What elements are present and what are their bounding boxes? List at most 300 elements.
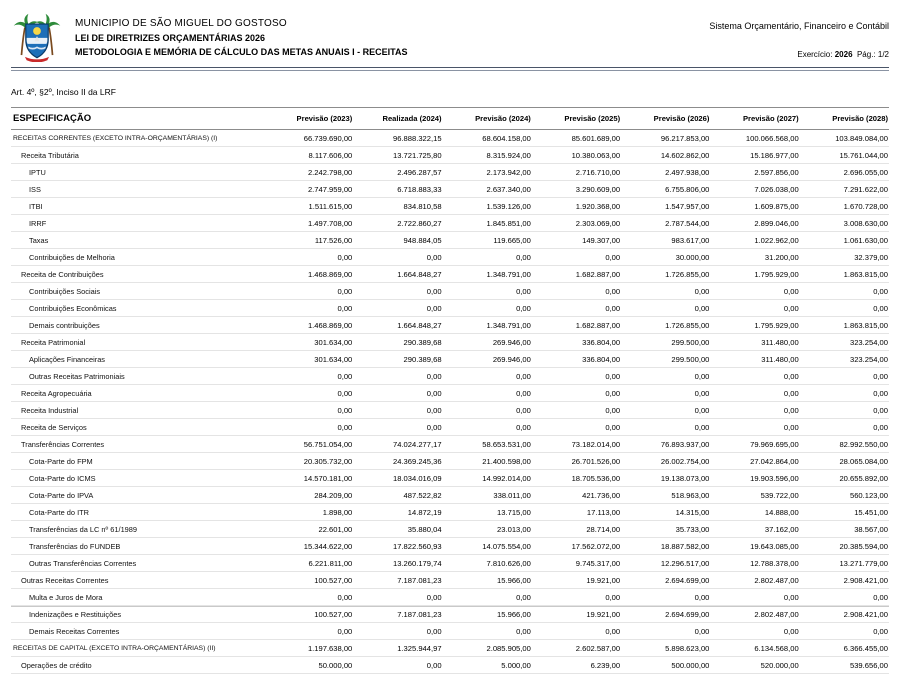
value-cell: 35.880,04 [353, 521, 442, 538]
column-header: Previsão (2028) [800, 108, 889, 130]
spec-cell: Indenizações e Restituições [11, 606, 264, 623]
value-cell: 23.013,00 [443, 521, 532, 538]
value-cell: 0,00 [710, 589, 799, 606]
value-cell: 520.000,00 [710, 657, 799, 674]
value-cell: 18.034.016,09 [353, 470, 442, 487]
header-right [709, 12, 889, 59]
spec-cell: IRRF [11, 215, 264, 232]
spec-cell: IPTU [11, 164, 264, 181]
value-cell: 13.715,00 [443, 504, 532, 521]
value-cell: 10.380.063,00 [532, 147, 621, 164]
value-cell: 487.522,82 [353, 487, 442, 504]
table-row [11, 232, 889, 249]
value-cell: 0,00 [710, 402, 799, 419]
value-cell: 6.134.568,00 [710, 640, 799, 657]
value-cell: 100.527,00 [264, 572, 353, 589]
value-cell: 0,00 [353, 300, 442, 317]
table-row [11, 317, 889, 334]
value-cell: 1.348.791,00 [443, 266, 532, 283]
value-cell: 290.389,68 [353, 334, 442, 351]
value-cell: 0,00 [532, 419, 621, 436]
value-cell: 0,00 [264, 419, 353, 436]
table-row [11, 147, 889, 164]
value-cell: 311.480,00 [710, 334, 799, 351]
value-cell: 19.921,00 [532, 572, 621, 589]
value-cell: 18.705.536,00 [532, 470, 621, 487]
value-cell: 2.787.544,00 [621, 215, 710, 232]
value-cell: 15.344.622,00 [264, 538, 353, 555]
value-cell: 1.863.815,00 [800, 266, 889, 283]
value-cell: 1.061.630,00 [800, 232, 889, 249]
value-cell: 17.113,00 [532, 504, 621, 521]
value-cell: 119.665,00 [443, 232, 532, 249]
value-cell: 15.186.977,00 [710, 147, 799, 164]
value-cell: 2.696.055,00 [800, 164, 889, 181]
value-cell: 96.217.853,00 [621, 130, 710, 147]
column-header: Previsão (2023) [264, 108, 353, 130]
value-cell: 26.701.526,00 [532, 453, 621, 470]
value-cell: 0,00 [264, 300, 353, 317]
header-divider [11, 67, 889, 71]
value-cell: 12.788.378,00 [710, 555, 799, 572]
value-cell: 2.303.069,00 [532, 215, 621, 232]
value-cell: 518.963,00 [621, 487, 710, 504]
value-cell: 0,00 [443, 368, 532, 385]
table-row [11, 351, 889, 368]
value-cell: 2.747.959,00 [264, 181, 353, 198]
value-cell: 0,00 [264, 249, 353, 266]
value-cell: 1.682.887,00 [532, 266, 621, 283]
value-cell: 1.898,00 [264, 504, 353, 521]
table-row [11, 368, 889, 385]
spec-cell: Cota-Parte do ITR [11, 504, 264, 521]
value-cell: 66.739.690,00 [264, 130, 353, 147]
value-cell: 19.903.596,00 [710, 470, 799, 487]
value-cell: 0,00 [532, 623, 621, 640]
value-cell: 0,00 [621, 283, 710, 300]
value-cell: 20.655.892,00 [800, 470, 889, 487]
value-cell: 14.075.554,00 [443, 538, 532, 555]
value-cell: 0,00 [443, 589, 532, 606]
table-row [11, 606, 889, 623]
exercise-page-line [709, 50, 889, 59]
table-row [11, 283, 889, 300]
header-left [11, 12, 408, 62]
value-cell: 560.123,00 [800, 487, 889, 504]
value-cell: 0,00 [621, 402, 710, 419]
value-cell: 539.722,00 [710, 487, 799, 504]
value-cell: 2.085.905,00 [443, 640, 532, 657]
spec-cell: Demais contribuições [11, 317, 264, 334]
value-cell: 22.601,00 [264, 521, 353, 538]
value-cell: 1.197.638,00 [264, 640, 353, 657]
value-cell: 1.539.126,00 [443, 198, 532, 215]
value-cell: 0,00 [264, 623, 353, 640]
table-row [11, 300, 889, 317]
spec-cell: Receita Industrial [11, 402, 264, 419]
value-cell: 0,00 [532, 300, 621, 317]
value-cell: 301.634,00 [264, 351, 353, 368]
value-cell: 32.379,00 [800, 249, 889, 266]
value-cell: 983.617,00 [621, 232, 710, 249]
value-cell: 0,00 [800, 300, 889, 317]
spec-cell: RECEITAS DE CAPITAL (EXCETO INTRA-ORÇAMENTÁRIAS) (II) [11, 640, 264, 657]
value-cell: 1.670.728,00 [800, 198, 889, 215]
value-cell: 35.733,00 [621, 521, 710, 538]
spec-cell: Cota-Parte do FPM [11, 453, 264, 470]
value-cell: 336.804,00 [532, 351, 621, 368]
value-cell: 336.804,00 [532, 334, 621, 351]
value-cell: 8.315.924,00 [443, 147, 532, 164]
value-cell: 7.291.622,00 [800, 181, 889, 198]
value-cell: 18.887.582,00 [621, 538, 710, 555]
value-cell: 103.849.084,00 [800, 130, 889, 147]
table-row [11, 436, 889, 453]
column-header: Realizada (2024) [353, 108, 442, 130]
value-cell: 0,00 [353, 368, 442, 385]
value-cell: 0,00 [710, 385, 799, 402]
value-cell: 58.653.531,00 [443, 436, 532, 453]
value-cell: 76.893.937,00 [621, 436, 710, 453]
value-cell: 6.755.806,00 [621, 181, 710, 198]
value-cell: 2.597.856,00 [710, 164, 799, 181]
value-cell: 7.026.038,00 [710, 181, 799, 198]
spec-cell: Transferências Correntes [11, 436, 264, 453]
table-row [11, 453, 889, 470]
value-cell: 0,00 [443, 249, 532, 266]
spec-cell: Cota-Parte do ICMS [11, 470, 264, 487]
value-cell: 68.604.158,00 [443, 130, 532, 147]
spec-cell: Outras Receitas Patrimoniais [11, 368, 264, 385]
value-cell: 269.946,00 [443, 334, 532, 351]
spec-cell: Contribuições Econômicas [11, 300, 264, 317]
value-cell: 3.008.630,00 [800, 215, 889, 232]
system-name: Sistema Orçamentário, Financeiro e Contábil [709, 21, 889, 31]
spec-cell: Aplicações Financeiras [11, 351, 264, 368]
value-cell: 1.664.848,27 [353, 266, 442, 283]
column-header: Previsão (2024) [443, 108, 532, 130]
value-cell: 2.716.710,00 [532, 164, 621, 181]
value-cell: 19.921,00 [532, 606, 621, 623]
footer-divider [11, 606, 889, 607]
value-cell: 0,00 [353, 657, 442, 674]
spec-cell: Receita Agropecuária [11, 385, 264, 402]
table-row [11, 657, 889, 674]
value-cell: 0,00 [264, 368, 353, 385]
value-cell: 284.209,00 [264, 487, 353, 504]
value-cell: 1.920.368,00 [532, 198, 621, 215]
value-cell: 12.296.517,00 [621, 555, 710, 572]
value-cell: 7.187.081,23 [353, 572, 442, 589]
spec-cell: Contribuições Sociais [11, 283, 264, 300]
exercise-label: Exercício: [797, 50, 833, 59]
value-cell: 1.863.815,00 [800, 317, 889, 334]
value-cell: 5.000,00 [443, 657, 532, 674]
value-cell: 20.305.732,00 [264, 453, 353, 470]
value-cell: 2.496.287,57 [353, 164, 442, 181]
value-cell: 7.187.081,23 [353, 606, 442, 623]
value-cell: 2.802.487,00 [710, 606, 799, 623]
spec-cell: Demais Receitas Correntes [11, 623, 264, 640]
value-cell: 948.884,05 [353, 232, 442, 249]
value-cell: 0,00 [264, 402, 353, 419]
value-cell: 2.173.942,00 [443, 164, 532, 181]
value-cell: 0,00 [800, 368, 889, 385]
value-cell: 0,00 [443, 623, 532, 640]
value-cell: 6.366.455,00 [800, 640, 889, 657]
value-cell: 74.024.277,17 [353, 436, 442, 453]
revenues-table [11, 107, 889, 674]
report-header [11, 12, 889, 62]
table-header-row [11, 108, 889, 130]
value-cell: 0,00 [264, 385, 353, 402]
value-cell: 2.899.046,00 [710, 215, 799, 232]
value-cell: 56.751.054,00 [264, 436, 353, 453]
value-cell: 21.400.598,00 [443, 453, 532, 470]
table-row [11, 198, 889, 215]
spec-cell: Taxas [11, 232, 264, 249]
header-titles [75, 12, 408, 57]
value-cell: 2.602.587,00 [532, 640, 621, 657]
value-cell: 0,00 [710, 419, 799, 436]
value-cell: 117.526,00 [264, 232, 353, 249]
table-row [11, 130, 889, 147]
value-cell: 1.468.869,00 [264, 266, 353, 283]
value-cell: 5.898.623,00 [621, 640, 710, 657]
value-cell: 14.570.181,00 [264, 470, 353, 487]
value-cell: 1.609.875,00 [710, 198, 799, 215]
table-row [11, 215, 889, 232]
value-cell: 9.745.317,00 [532, 555, 621, 572]
value-cell: 0,00 [353, 249, 442, 266]
table-row [11, 589, 889, 606]
value-cell: 1.664.848,27 [353, 317, 442, 334]
value-cell: 17.562.072,00 [532, 538, 621, 555]
value-cell: 0,00 [621, 368, 710, 385]
value-cell: 299.500,00 [621, 351, 710, 368]
table-row [11, 640, 889, 657]
exercise-value: 2026 [834, 50, 853, 59]
value-cell: 28.065.084,00 [800, 453, 889, 470]
value-cell: 0,00 [264, 589, 353, 606]
table-row [11, 402, 889, 419]
value-cell: 20.385.594,00 [800, 538, 889, 555]
value-cell: 301.634,00 [264, 334, 353, 351]
value-cell: 85.601.689,00 [532, 130, 621, 147]
value-cell: 8.117.606,00 [264, 147, 353, 164]
value-cell: 1.795.929,00 [710, 317, 799, 334]
table-row [11, 181, 889, 198]
value-cell: 2.694.699,00 [621, 572, 710, 589]
value-cell: 0,00 [264, 283, 353, 300]
table-row [11, 572, 889, 589]
column-header: Previsão (2027) [710, 108, 799, 130]
spec-cell: Receita de Serviços [11, 419, 264, 436]
value-cell: 2.908.421,00 [800, 606, 889, 623]
table-row [11, 538, 889, 555]
value-cell: 0,00 [800, 623, 889, 640]
value-cell: 13.260.179,74 [353, 555, 442, 572]
value-cell: 2.722.860,27 [353, 215, 442, 232]
value-cell: 17.822.560,93 [353, 538, 442, 555]
table-row [11, 487, 889, 504]
value-cell: 0,00 [710, 623, 799, 640]
spec-cell: Transferências da LC nº 61/1989 [11, 521, 264, 538]
value-cell: 6.239,00 [532, 657, 621, 674]
value-cell: 0,00 [443, 385, 532, 402]
table-row [11, 334, 889, 351]
page-indicator: Pág.: 1/2 [856, 50, 889, 59]
value-cell: 24.369.245,36 [353, 453, 442, 470]
value-cell: 2.637.340,00 [443, 181, 532, 198]
value-cell: 0,00 [353, 283, 442, 300]
value-cell: 14.888,00 [710, 504, 799, 521]
value-cell: 13.721.725,80 [353, 147, 442, 164]
value-cell: 0,00 [443, 283, 532, 300]
spec-cell: ITBI [11, 198, 264, 215]
value-cell: 19.643.085,00 [710, 538, 799, 555]
value-cell: 0,00 [353, 402, 442, 419]
value-cell: 27.042.864,00 [710, 453, 799, 470]
value-cell: 323.254,00 [800, 334, 889, 351]
value-cell: 421.736,00 [532, 487, 621, 504]
value-cell: 269.946,00 [443, 351, 532, 368]
value-cell: 1.468.869,00 [264, 317, 353, 334]
table-row [11, 521, 889, 538]
spec-cell: Outras Receitas Correntes [11, 572, 264, 589]
spec-cell: Operações de crédito [11, 657, 264, 674]
value-cell: 30.000,00 [621, 249, 710, 266]
value-cell: 14.992.014,00 [443, 470, 532, 487]
value-cell: 96.888.322,15 [353, 130, 442, 147]
value-cell: 50.000,00 [264, 657, 353, 674]
value-cell: 82.992.550,00 [800, 436, 889, 453]
value-cell: 0,00 [532, 385, 621, 402]
value-cell: 28.714,00 [532, 521, 621, 538]
specification-header: ESPECIFICAÇÃO [11, 108, 264, 130]
spec-cell: RECEITAS CORRENTES (EXCETO INTRA-ORÇAMENTÁRIAS) (I) [11, 130, 264, 147]
value-cell: 500.000,00 [621, 657, 710, 674]
value-cell: 2.242.798,00 [264, 164, 353, 181]
value-cell: 0,00 [532, 249, 621, 266]
value-cell: 311.480,00 [710, 351, 799, 368]
value-cell: 19.138.073,00 [621, 470, 710, 487]
value-cell: 834.810,58 [353, 198, 442, 215]
value-cell: 0,00 [532, 283, 621, 300]
law-title: LEI DE DIRETRIZES ORÇAMENTÁRIAS 2026 [75, 33, 266, 43]
value-cell: 0,00 [800, 402, 889, 419]
value-cell: 0,00 [710, 283, 799, 300]
article-reference: Art. 4º, §2º, Inciso II da LRF [11, 87, 116, 97]
spec-cell: Transferências do FUNDEB [11, 538, 264, 555]
value-cell: 31.200,00 [710, 249, 799, 266]
value-cell: 2.497.938,00 [621, 164, 710, 181]
value-cell: 15.451,00 [800, 504, 889, 521]
coat-of-arms-logo [11, 12, 63, 62]
value-cell: 14.872,19 [353, 504, 442, 521]
value-cell: 1.547.957,00 [621, 198, 710, 215]
value-cell: 14.315,00 [621, 504, 710, 521]
table-row [11, 555, 889, 572]
table-row [11, 419, 889, 436]
value-cell: 149.307,00 [532, 232, 621, 249]
value-cell: 1.022.962,00 [710, 232, 799, 249]
spec-cell: Receita Patrimonial [11, 334, 264, 351]
value-cell: 15.966,00 [443, 572, 532, 589]
spec-cell: Receita de Contribuições [11, 266, 264, 283]
spec-cell: Contribuições de Melhoria [11, 249, 264, 266]
value-cell: 0,00 [800, 385, 889, 402]
value-cell: 539.656,00 [800, 657, 889, 674]
value-cell: 3.290.609,00 [532, 181, 621, 198]
value-cell: 1.682.887,00 [532, 317, 621, 334]
value-cell: 1.348.791,00 [443, 317, 532, 334]
value-cell: 1.511.615,00 [264, 198, 353, 215]
table-row [11, 470, 889, 487]
value-cell: 37.162,00 [710, 521, 799, 538]
value-cell: 1.497.708,00 [264, 215, 353, 232]
spec-cell: ISS [11, 181, 264, 198]
report-subtitle: METODOLOGIA E MEMÓRIA DE CÁLCULO DAS METAS ANUAIS I - RECEITAS [75, 47, 408, 57]
table-row [11, 504, 889, 521]
value-cell: 15.761.044,00 [800, 147, 889, 164]
column-header: Previsão (2025) [532, 108, 621, 130]
value-cell: 0,00 [353, 623, 442, 640]
value-cell: 2.802.487,00 [710, 572, 799, 589]
value-cell: 0,00 [443, 402, 532, 419]
value-cell: 0,00 [621, 419, 710, 436]
value-cell: 0,00 [532, 402, 621, 419]
value-cell: 13.271.779,00 [800, 555, 889, 572]
value-cell: 0,00 [710, 368, 799, 385]
value-cell: 0,00 [710, 300, 799, 317]
spec-cell: Outras Transferências Correntes [11, 555, 264, 572]
value-cell: 290.389,68 [353, 351, 442, 368]
value-cell: 79.969.695,00 [710, 436, 799, 453]
value-cell: 0,00 [800, 419, 889, 436]
value-cell: 0,00 [621, 385, 710, 402]
value-cell: 0,00 [353, 385, 442, 402]
table-row [11, 266, 889, 283]
column-header: Previsão (2026) [621, 108, 710, 130]
value-cell: 1.845.851,00 [443, 215, 532, 232]
value-cell: 26.002.754,00 [621, 453, 710, 470]
value-cell: 14.602.862,00 [621, 147, 710, 164]
value-cell: 38.567,00 [800, 521, 889, 538]
value-cell: 2.694.699,00 [621, 606, 710, 623]
value-cell: 323.254,00 [800, 351, 889, 368]
value-cell: 0,00 [621, 623, 710, 640]
value-cell: 1.795.929,00 [710, 266, 799, 283]
table-row [11, 164, 889, 181]
table-row [11, 385, 889, 402]
value-cell: 100.066.568,00 [710, 130, 799, 147]
value-cell: 0,00 [443, 419, 532, 436]
spec-cell: Receita Tributária [11, 147, 264, 164]
table-row [11, 249, 889, 266]
value-cell: 0,00 [443, 300, 532, 317]
value-cell: 73.182.014,00 [532, 436, 621, 453]
value-cell: 15.966,00 [443, 606, 532, 623]
value-cell: 0,00 [353, 419, 442, 436]
value-cell: 0,00 [621, 300, 710, 317]
value-cell: 1.726.855,00 [621, 266, 710, 283]
value-cell: 2.908.421,00 [800, 572, 889, 589]
value-cell: 0,00 [800, 283, 889, 300]
value-cell: 338.011,00 [443, 487, 532, 504]
report-table-body [11, 130, 889, 674]
value-cell: 6.221.811,00 [264, 555, 353, 572]
